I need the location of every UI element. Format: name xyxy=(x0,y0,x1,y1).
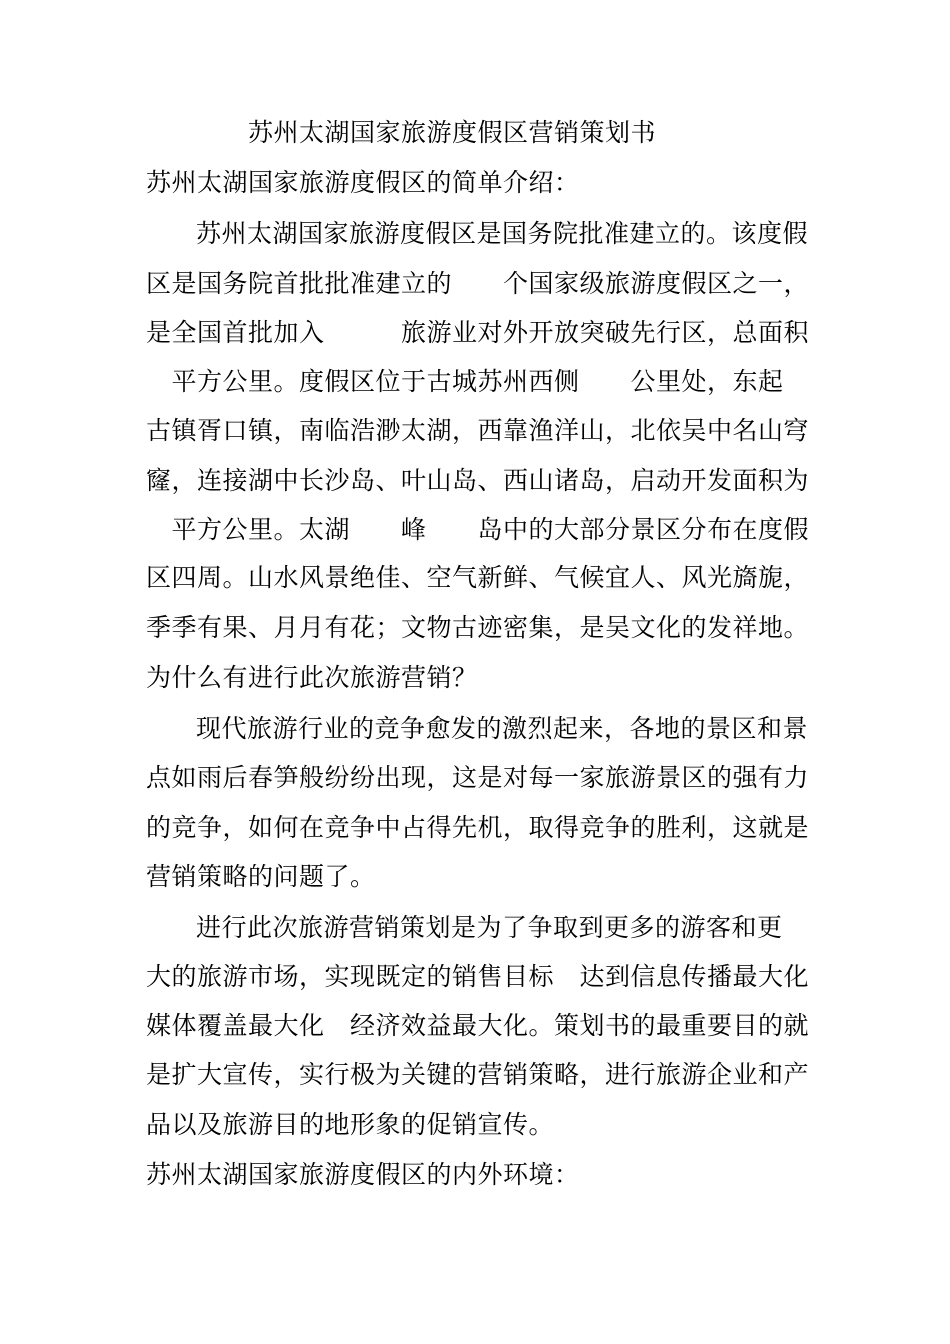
section-heading-intro: 苏州太湖国家旅游度假区的简单介绍： xyxy=(146,168,580,197)
text-line: 点如雨后春笋般纷纷出现，这是对每一家旅游景区的强有力 xyxy=(146,763,810,792)
text-line: 平方公里。度假区位于古城苏州西侧 公里处，东起 xyxy=(146,367,784,396)
text-line: 的竞争，如何在竞争中占得先机，取得竞争的胜利，这就是 xyxy=(146,813,810,842)
text-line: 平方公里。太湖 峰 岛中的大部分景区分布在度假 xyxy=(146,515,810,544)
text-line: 区是国务院首批批准建立的 个国家级旅游度假区之一， xyxy=(146,269,810,298)
section-heading-environment: 苏州太湖国家旅游度假区的内外环境： xyxy=(146,1160,580,1189)
text-line: 窿，连接湖中长沙岛、叶山岛、西山诸岛，启动开发面积为 xyxy=(146,466,810,495)
text-line: 营销策略的问题了。 xyxy=(146,862,376,891)
document-title: 苏州太湖国家旅游度假区营销策划书 xyxy=(248,118,657,147)
text-line: 品以及旅游目的地形象的促销宣传。 xyxy=(146,1110,555,1139)
text-line: 进行此次旅游营销策划是为了争取到更多的游客和更 xyxy=(196,913,783,942)
text-line: 是扩大宣传，实行极为关键的营销策略，进行旅游企业和产 xyxy=(146,1060,810,1089)
text-line: 区四周。山水风景绝佳、空气新鲜、气候宜人、风光旖旎， xyxy=(146,563,810,592)
text-line: 古镇胥口镇，南临浩渺太湖，西靠渔洋山，北依吴中名山穹 xyxy=(146,416,810,445)
text-line: 是全国首批加入 旅游业对外开放突破先行区，总面积 xyxy=(146,318,810,347)
text-line: 现代旅游行业的竞争愈发的激烈起来，各地的景区和景 xyxy=(196,714,809,743)
section-heading-why: 为什么有进行此次旅游营销？ xyxy=(146,663,478,692)
text-line: 季季有果、月月有花；文物古迹密集，是吴文化的发祥地。 xyxy=(146,613,810,642)
text-line: 苏州太湖国家旅游度假区是国务院批准建立的。该度假 xyxy=(196,219,809,248)
text-line: 媒体覆盖最大化 经济效益最大化。策划书的最重要目的就 xyxy=(146,1011,810,1040)
text-line: 大的旅游市场，实现既定的销售目标 达到信息传播最大化 xyxy=(146,962,810,991)
